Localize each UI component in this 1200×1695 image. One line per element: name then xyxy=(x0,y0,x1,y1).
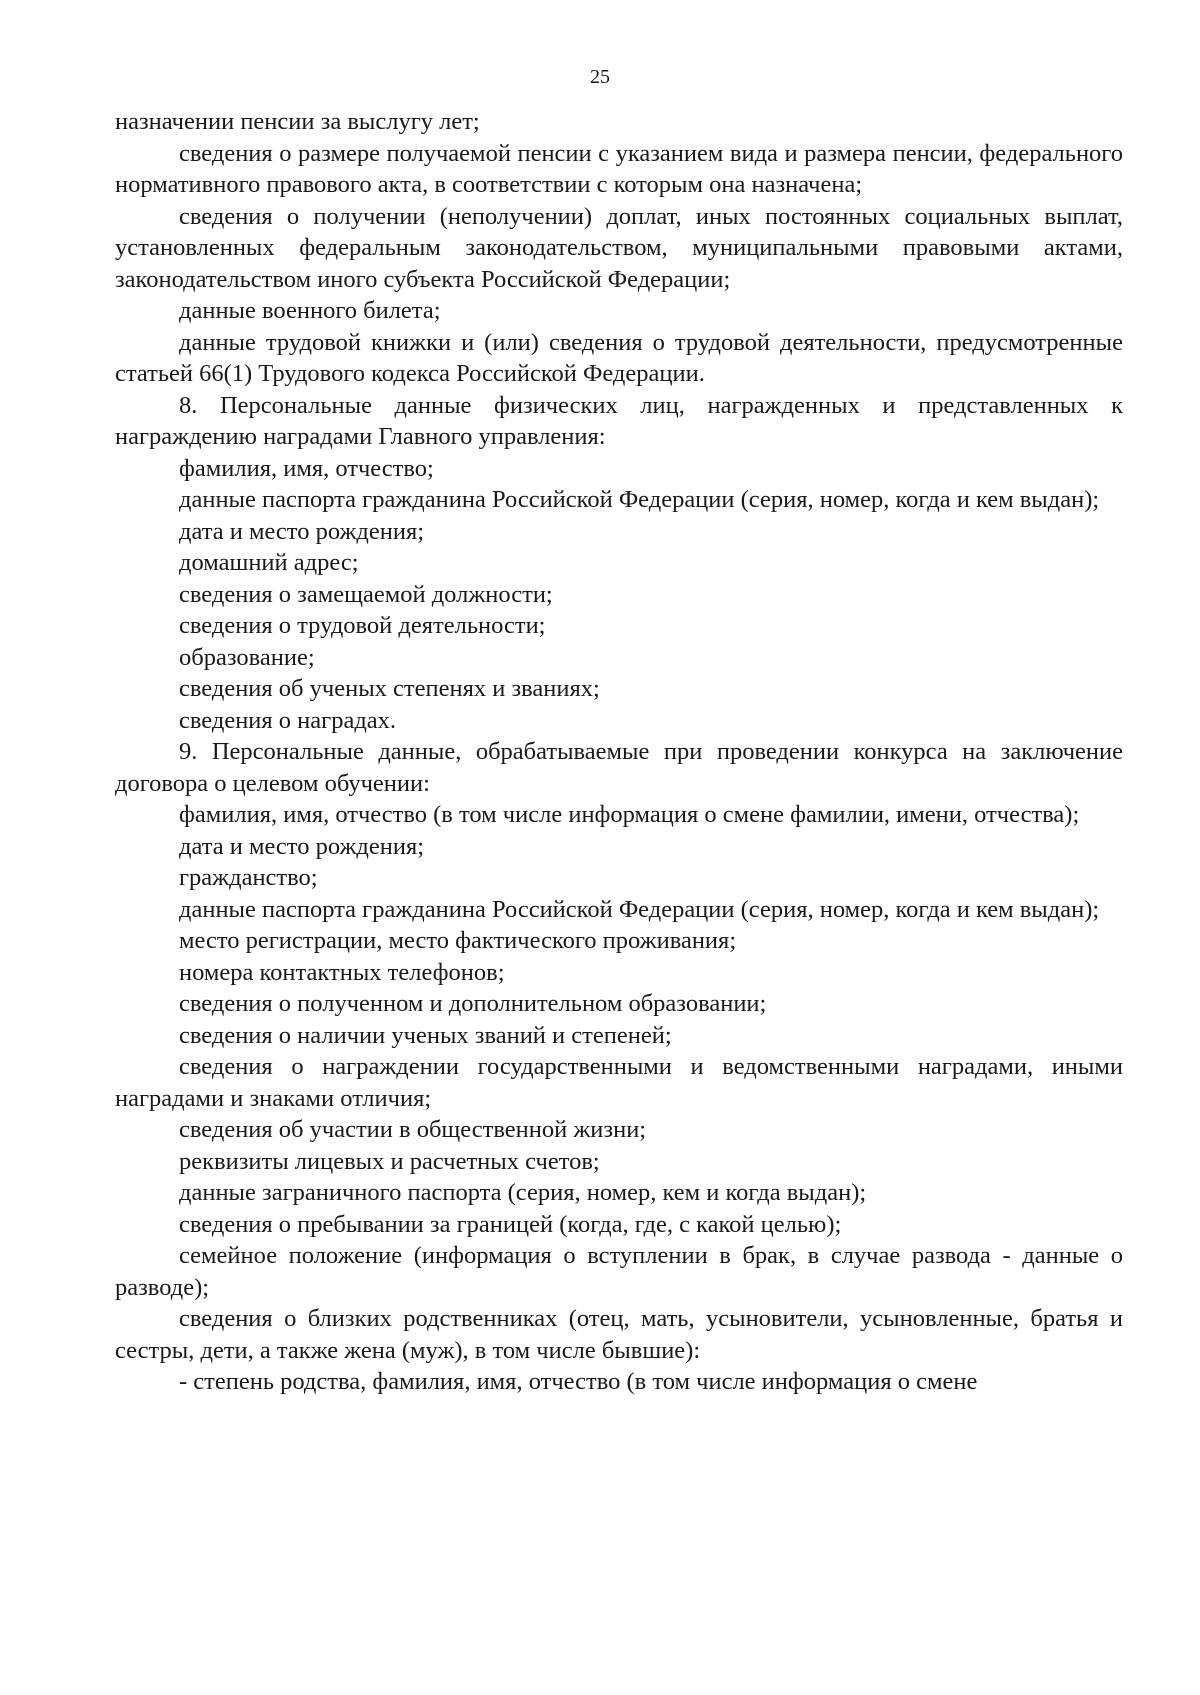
paragraph: сведения об участии в общественной жизни; xyxy=(179,1116,647,1143)
paragraph: сведения о размере получаемой пенсии с указанием вида и размера пенсии, федерального нормативного правового акта, в соответствии с которым она назначена; xyxy=(115,139,1123,198)
paragraph: семейное положение (информация о вступлении в брак, в случае развода - данные о разводе); xyxy=(115,1242,1123,1301)
paragraph: сведения о близких родственниках (отец, мать, усыновители, усыновленные, братья и сестры, дети, а также жена (муж), в том числе бывшие): xyxy=(115,1305,1123,1364)
paragraph: сведения о пребывании за границей (когда, где, с какой целью); xyxy=(179,1210,842,1238)
paragraph: сведения о замещаемой должности; xyxy=(179,580,553,608)
paragraph: назначении пенсии за выслугу лет; xyxy=(115,108,480,135)
paragraph: домашний адрес; xyxy=(179,549,359,576)
paragraph: сведения о получении (неполучении) доплат, иных постоянных социальных выплат, установленных федеральным законодательством, муниципальными правовыми актами, законодательством иного субъекта Российской Федерации; xyxy=(115,202,1123,293)
paragraph: фамилия, имя, отчество; xyxy=(179,454,434,482)
paragraph: данные военного билета; xyxy=(179,297,441,324)
paragraph: 9. Персональные данные, обрабатываемые при проведении конкурса на заключение договора о целевом обучении: xyxy=(115,738,1123,797)
paragraph: данные заграничного паспорта (серия, номер, кем и когда выдан); xyxy=(179,1179,867,1206)
paragraph: гражданство; xyxy=(179,864,318,891)
paragraph: дата и место рождения; xyxy=(179,517,425,545)
paragraph: 8. Персональные данные физических лиц, награжденных и представленных к награждению наградами Главного управления: xyxy=(115,391,1123,450)
paragraph: дата и место рождения; xyxy=(179,832,425,860)
paragraph: образование; xyxy=(179,643,315,671)
paragraph: сведения о наградах. xyxy=(179,706,397,734)
paragraph: место регистрации, место фактического проживания; xyxy=(179,927,737,954)
paragraph: - степень родства, фамилия, имя, отчество (в том числе информация о смене xyxy=(179,1368,978,1395)
paragraph: фамилия, имя, отчество (в том числе информация о смене фамилии, имени, отчества); xyxy=(179,801,1080,828)
paragraph: сведения о полученном и дополнительном образовании; xyxy=(179,990,767,1017)
paragraph: данные паспорта гражданина Российской Федерации (серия, номер, когда и кем выдан); xyxy=(179,486,1100,513)
paragraph: сведения о награждении государственными и ведомственными наградами, иными наградами и знаками отличия; xyxy=(115,1053,1123,1112)
paragraph: сведения о наличии ученых званий и степеней; xyxy=(179,1021,672,1049)
document-body xyxy=(115,106,1123,1398)
paragraph: сведения о трудовой деятельности; xyxy=(179,612,546,639)
paragraph: реквизиты лицевых и расчетных счетов; xyxy=(179,1147,600,1175)
paragraph: данные паспорта гражданина Российской Федерации (серия, номер, когда и кем выдан); xyxy=(179,895,1100,923)
paragraph: сведения об ученых степенях и званиях; xyxy=(179,675,600,702)
paragraph: номера контактных телефонов; xyxy=(179,958,505,986)
page-number: 25 xyxy=(590,66,610,88)
paragraph: данные трудовой книжки и (или) сведения о трудовой деятельности, предусмотренные статьей 66(1) Трудового кодекса Российской Федерации. xyxy=(115,328,1123,387)
